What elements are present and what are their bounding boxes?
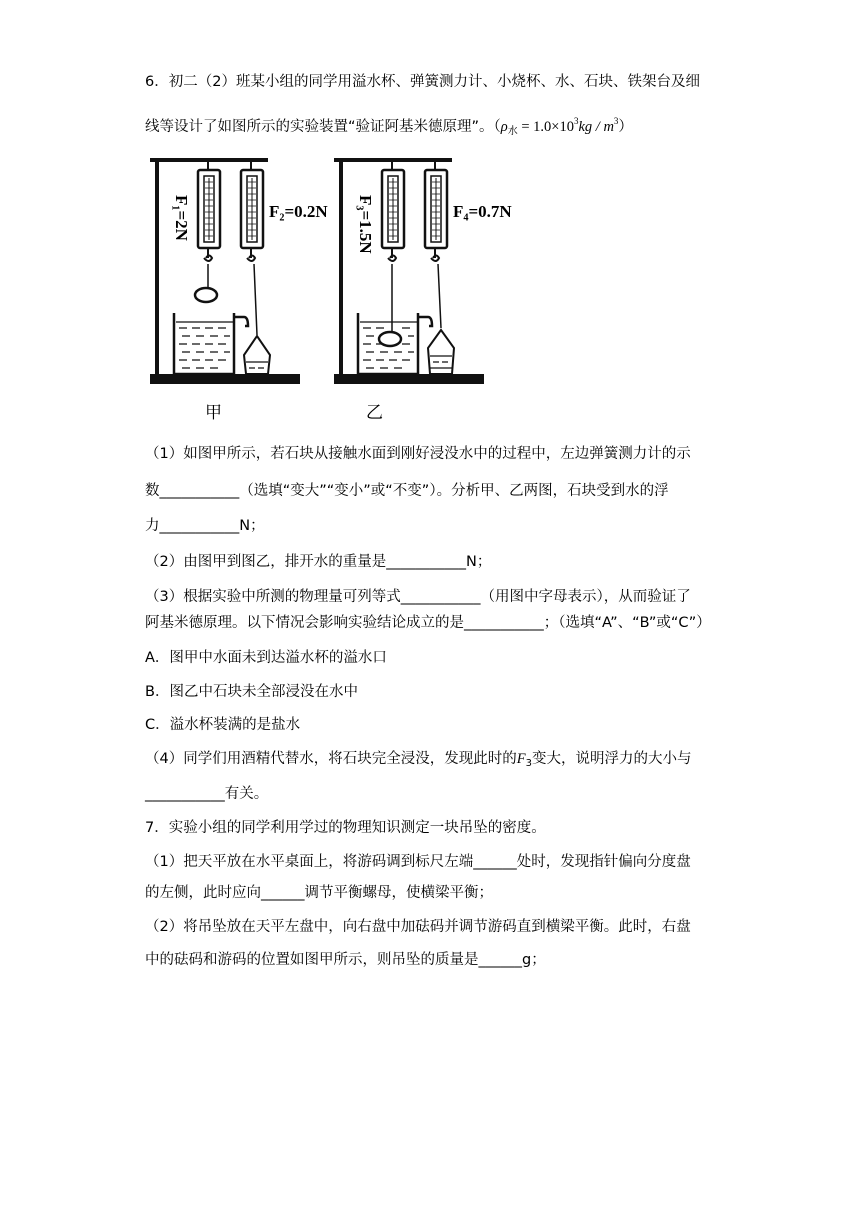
- q6-line-2: 线等设计了如图所示的实验装置“验证阿基米德原理”。$(\rho_水 = 1.0\times 10^3kg / m^3)$: [145, 116, 633, 137]
- q6-text-1: 6．初二（2）班某小组的同学用溢水杯、弹簧测力计、小烧杯、水、石块、铁架台及细: [145, 74, 700, 90]
- spring-meter-f3: [382, 170, 404, 332]
- q6-part2: （2）由图甲到图乙，排开水的重量是___________N；: [145, 554, 492, 570]
- setup-yi: [334, 158, 512, 384]
- q7-line-1: 7．实验小组的同学利用学过的物理知识测定一块吊坠的密度。: [145, 820, 546, 836]
- small-beaker-yi: [428, 330, 454, 374]
- spring-meter-f1: [195, 170, 220, 302]
- setup-jia: [150, 158, 328, 384]
- caption-jia: 甲: [205, 403, 222, 423]
- experiment-figure: [148, 150, 512, 390]
- caption-yi: 乙: [366, 403, 383, 423]
- q7-part1-line1: （1）把天平放在水平桌面上，将游码调到标尺左端______处时，发现指针偏向分度盘: [145, 854, 691, 870]
- q6-option-c: C．溢水杯装满的是盐水: [145, 717, 301, 733]
- q6-text-2: 线等设计了如图所示的实验装置“验证阿基米德原理”。（: [145, 119, 501, 135]
- density-formula: $\rho_水 = 1.0\times 10^3kg / m^3$: [500, 116, 619, 137]
- spring-meter-f2: [241, 170, 263, 335]
- spring-meter-f4: [425, 170, 447, 328]
- q6-option-b: B．图乙中石块未全部浸没在水中: [145, 684, 358, 700]
- label-f3: F₃=1.5N: [356, 195, 375, 254]
- q6-part4-line2: ___________有关。: [145, 786, 269, 802]
- label-f1: F₁=2N: [172, 195, 191, 241]
- q6-part1-line3: 力___________N；: [145, 518, 265, 534]
- overflow-cup-jia: [174, 313, 248, 374]
- q6-part3-line1: （3）根据实验中所测的物理量可列等式___________（用图中字母表示），从而验证了: [145, 589, 691, 605]
- label-f2: F₂=0.2N: [269, 202, 328, 221]
- q6-part1-line2: 数___________（选填“变大”“变小”或“不变”）。分析甲、乙两图，石块受到水的浮: [145, 483, 669, 499]
- q6-option-a: A．图甲中水面未到达溢水杯的溢水口: [145, 650, 387, 666]
- small-beaker-jia: [244, 336, 270, 374]
- overflow-cup-yi: [358, 313, 432, 374]
- q6-line-1: [145, 72, 700, 92]
- symbol-f3: $F_3$: [516, 751, 532, 769]
- q6-part4-line1: （4）同学们用酒精代替水，将石块完全浸没，发现此时的$F_3$变大，说明浮力的大小与: [145, 751, 692, 769]
- label-f4: F₄=0.7N: [453, 202, 512, 221]
- q7-part1-line2: 的左侧，此时应向______调节平衡螺母，使横梁平衡；: [145, 885, 493, 901]
- q7-part2-line2: 中的砝码和游码的位置如图甲所示，则吊坠的质量是______g；: [145, 952, 546, 968]
- q6-part3-line2: 阿基米德原理。以下情况会影响实验结论成立的是___________；（选填“A”、“B”或“C”）: [145, 615, 711, 631]
- q7-part2-line1: （2）将吊坠放在天平左盘中，向右盘中加砝码并调节游码直到横梁平衡。此时，右盘: [145, 919, 691, 935]
- q6-part1-line1: （1）如图甲所示，若石块从接触水面到刚好浸没水中的过程中，左边弹簧测力计的示: [145, 446, 691, 462]
